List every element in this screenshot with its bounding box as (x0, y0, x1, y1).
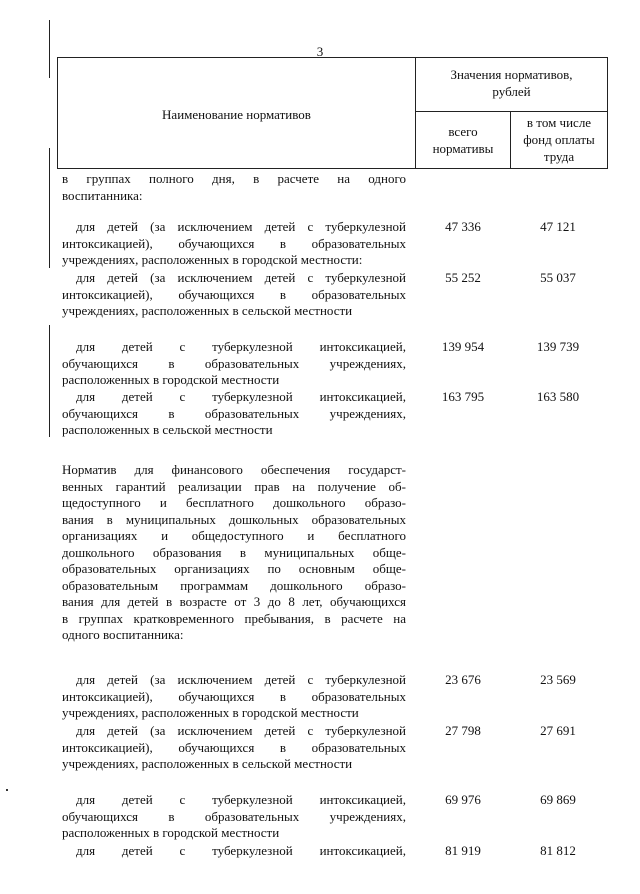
text-line: расположенных в городской местности (62, 372, 280, 387)
total-value: 27 798 (445, 723, 481, 738)
text-line: интоксикацией), обучающихся в образовательных (62, 235, 406, 251)
header-values-line: Значения нормативов, (450, 67, 573, 82)
text-line: щедоступного и бесплатного дошкольного образо- (62, 495, 406, 510)
header-wage-line: труда (543, 149, 575, 164)
text-line: учреждениях, расположенных в городской местности: (62, 252, 363, 267)
text-line: образовательным программам дошкольного образо- (62, 577, 406, 593)
wage-value: 69 869 (540, 792, 576, 807)
text-line: воспитанника: (62, 187, 143, 203)
wage-value: 27 691 (540, 723, 576, 738)
text-line: образовательных организациях по основным обще- (62, 561, 406, 576)
text-line: для детей (за исключением детей с туберкулезной (76, 270, 406, 285)
text-line: вания в муниципальных дошкольных образовательных (62, 511, 406, 527)
text-line: расположенных в сельской местности (62, 422, 273, 437)
header-values-line: рублей (492, 84, 531, 99)
total-value: 55 252 (445, 270, 481, 285)
text-line: интоксикацией), обучающихся в образовательных (62, 688, 406, 704)
header-wage-line: фонд оплаты (523, 132, 595, 147)
scan-speck (6, 789, 8, 791)
wage-value: 139 739 (536, 339, 580, 354)
norm-row (62, 672, 406, 722)
text-line: для детей с туберкулезной интоксикацией, (76, 843, 406, 858)
text-line: интоксикацией), обучающихся в образовательных (62, 739, 406, 755)
header-total-label (415, 123, 511, 157)
text-line: интоксикацией), обучающихся в образовательных (62, 286, 406, 302)
total-value: 69 976 (445, 792, 481, 807)
text-line: учреждениях, расположенных в сельской местности (62, 756, 353, 771)
margin-line (49, 148, 50, 268)
text-line: в группах полного дня, в расчете на одного (62, 171, 406, 186)
wage-value: 55 037 (540, 270, 576, 285)
text-line: учреждениях, расположенных в сельской местности (62, 303, 353, 318)
intro-text (62, 171, 406, 204)
text-line: обучающихся в образовательных учреждениях, (62, 405, 406, 421)
text-line: венных гарантий реализации прав на получение об- (62, 478, 406, 494)
norm-row (62, 723, 406, 773)
wage-value: 23 569 (540, 672, 576, 687)
text-line: для детей с туберкулезной интоксикацией, (76, 389, 406, 404)
wage-value: 81 812 (540, 843, 576, 858)
text-line: в группах кратковременного пребывания, в расчете на (62, 610, 406, 626)
norm-row (62, 843, 406, 860)
norm-row (62, 389, 406, 439)
wage-value: 163 580 (536, 389, 580, 404)
text-line: организациях и общедоступного и бесплатного (62, 528, 406, 543)
header-total-line: всего (448, 124, 478, 139)
text-line: обучающихся в образовательных учреждениях, (62, 355, 406, 371)
text-line: обучающихся в образовательных учреждениях, (62, 808, 406, 824)
text-line: для детей с туберкулезной интоксикацией, (76, 339, 406, 354)
text-line: для детей (за исключением детей с туберкулезной (76, 723, 406, 738)
margin-line (49, 325, 50, 437)
total-value: 163 795 (441, 389, 485, 404)
norm-row (62, 270, 406, 320)
total-value: 47 336 (445, 219, 481, 234)
text-line: дошкольного образования в муниципальных обще- (62, 544, 406, 560)
text-line: Норматив для финансового обеспечения государст- (62, 462, 406, 477)
norm-row (62, 339, 406, 389)
header-values-label (415, 66, 608, 100)
normative-paragraph (62, 462, 406, 644)
total-value: 139 954 (441, 339, 485, 354)
wage-value: 47 121 (540, 219, 576, 234)
text-line: учреждениях, расположенных в городской местности (62, 705, 359, 720)
header-name-label: Наименование нормативов (162, 107, 311, 122)
text-line: для детей (за исключением детей с туберкулезной (76, 219, 406, 234)
norm-row (62, 792, 406, 842)
text-line: для детей (за исключением детей с туберкулезной (76, 672, 406, 687)
text-line: расположенных в городской местности (62, 825, 280, 840)
text-line: одного воспитанника: (62, 627, 184, 642)
total-value: 23 676 (445, 672, 481, 687)
page-number: 3 (316, 44, 324, 59)
text-line: вания для детей в возрасте от 3 до 8 лет, обучающихся (62, 594, 406, 609)
header-wage-line: в том числе (526, 115, 592, 130)
header-wage-label (510, 114, 608, 165)
norm-row (62, 219, 406, 269)
header-total-line: нормативы (432, 141, 494, 156)
text-line: для детей с туберкулезной интоксикацией, (76, 792, 406, 807)
total-value: 81 919 (445, 843, 481, 858)
